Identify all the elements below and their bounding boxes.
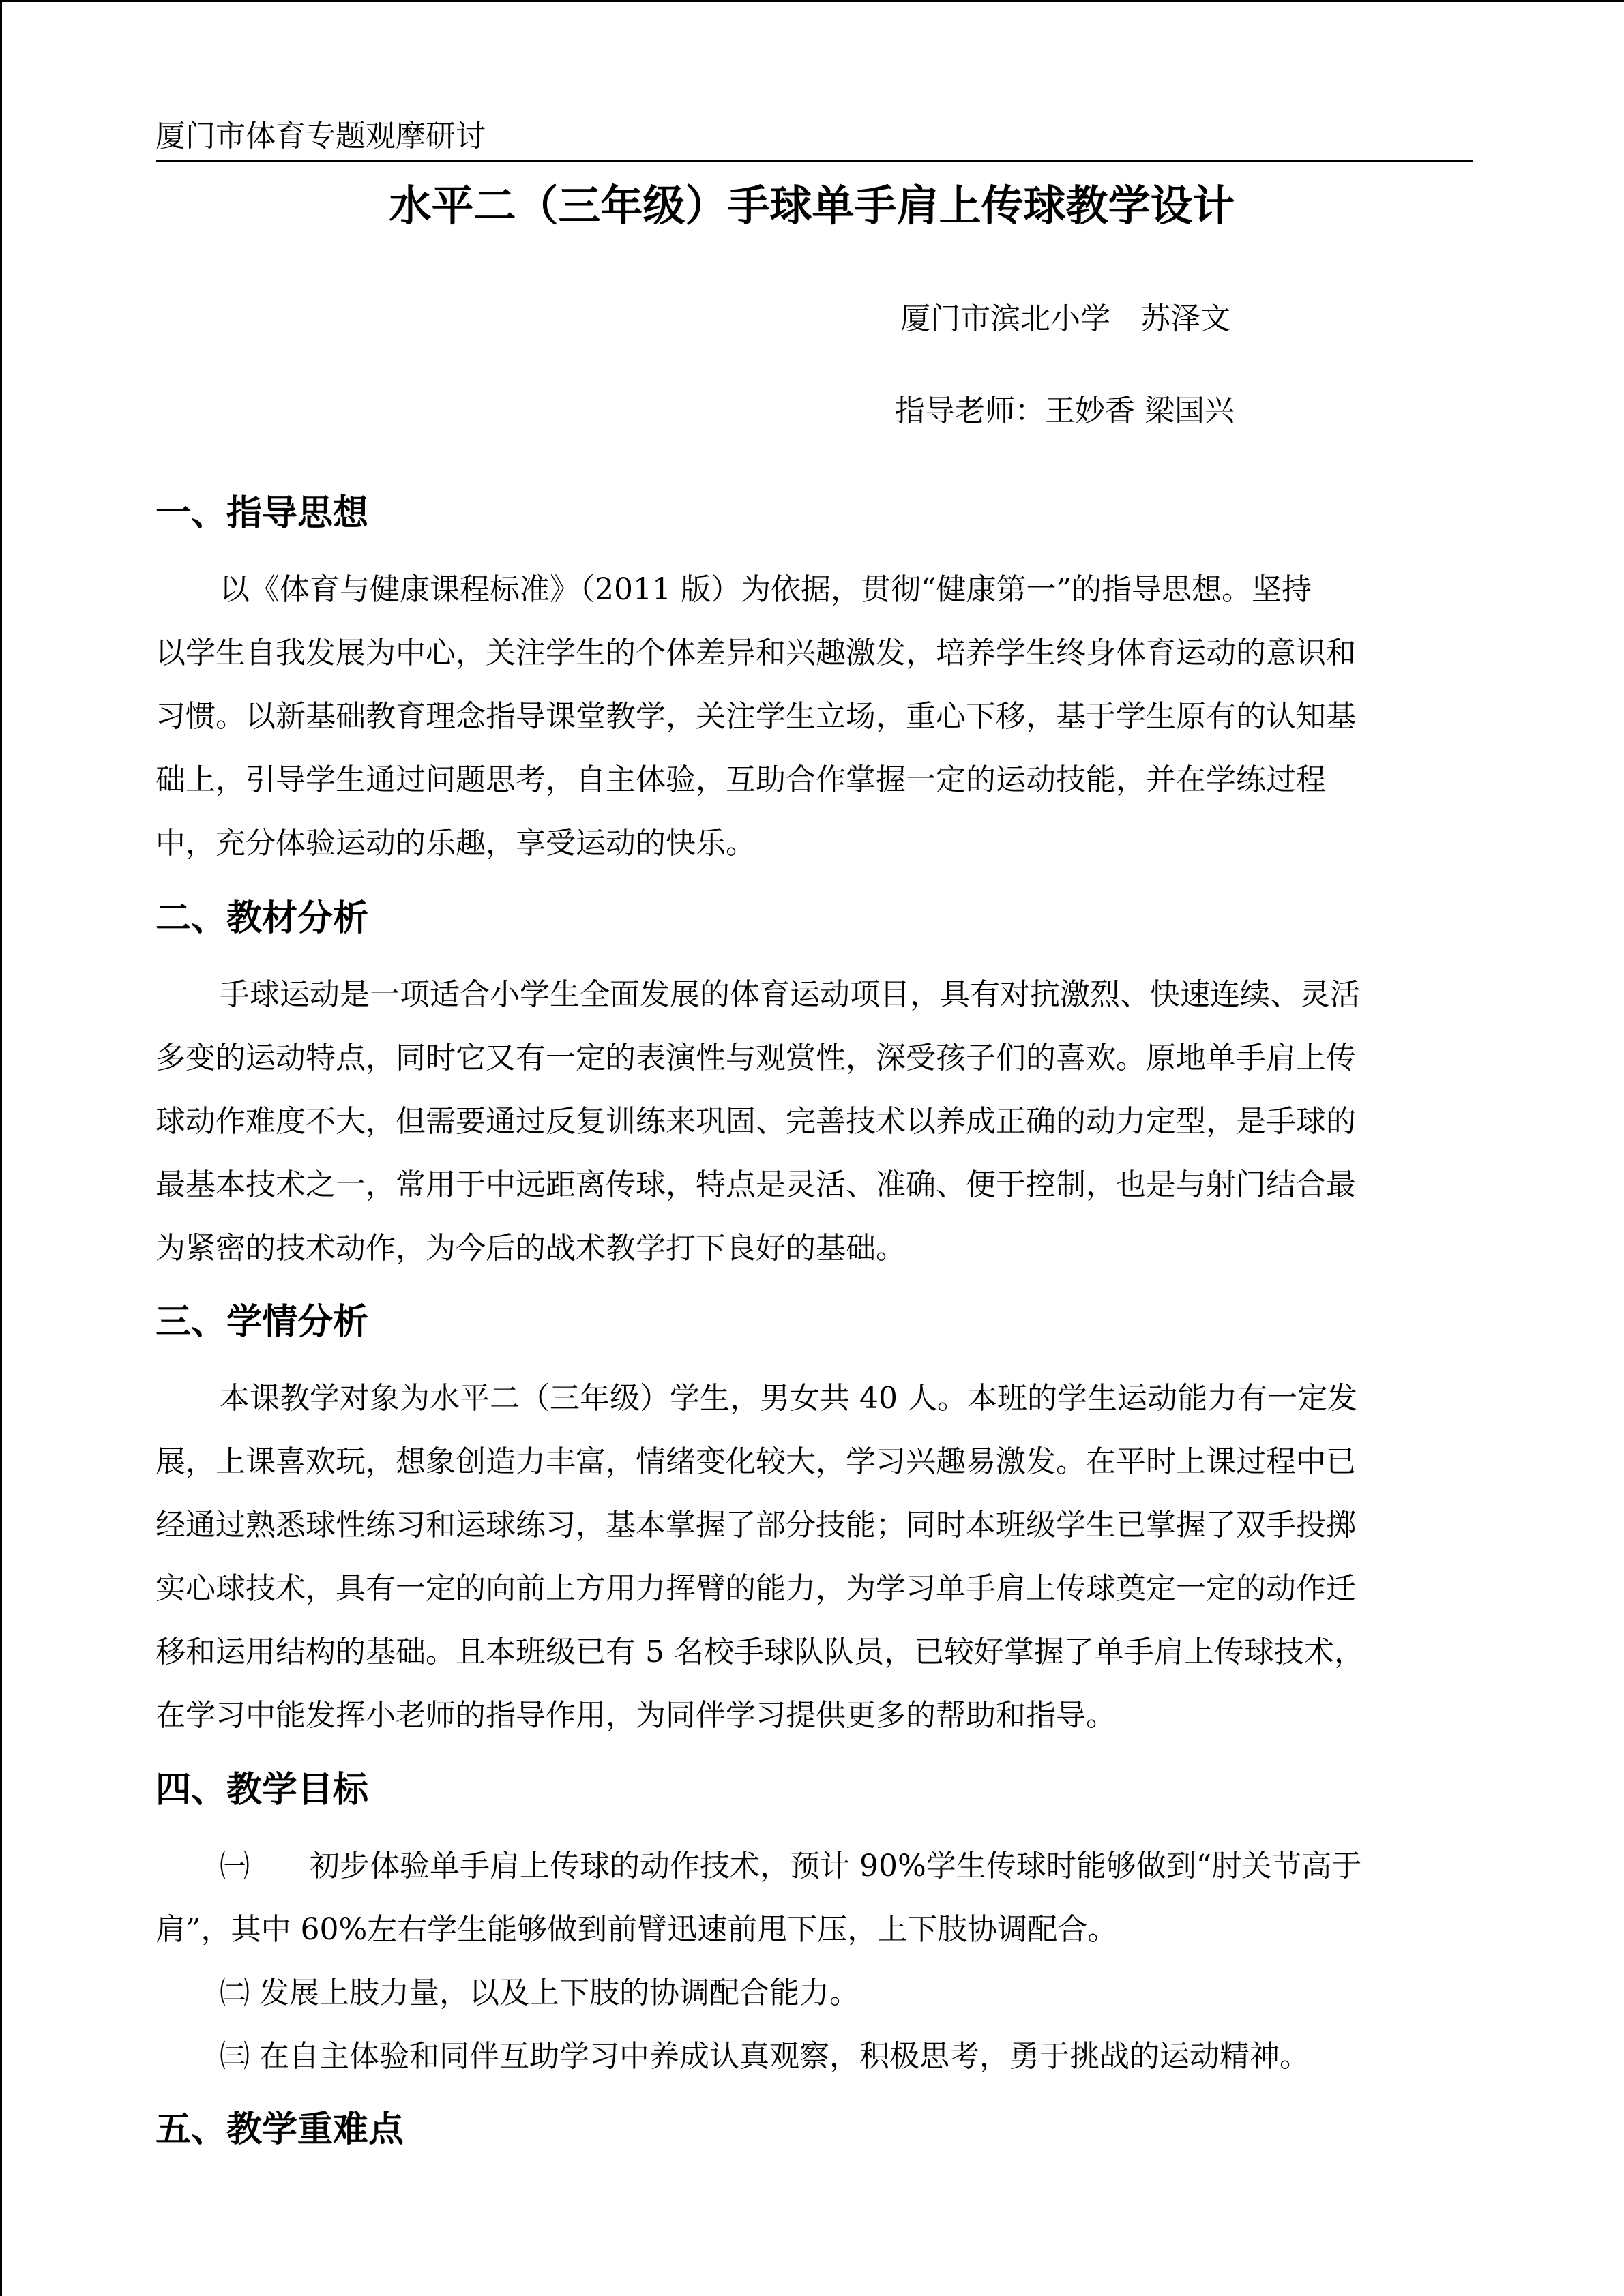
section-heading-key-difficulties: 五、教学重难点 (156, 2109, 404, 2150)
page-edge-top (0, 0, 1624, 2)
section-body-student-analysis (156, 1367, 1473, 1747)
section-body-guiding-ideology (156, 558, 1473, 875)
paragraph-line: 在学习中能发挥小老师的指导作用，为同伴学习提供更多的帮助和指导。 (156, 1698, 1116, 1733)
paragraph-line: 以学生自我发展为中心，关注学生的个体差异和兴趣激发，培养学生终身体育运动的意识和 (156, 636, 1356, 670)
page-edge-left (0, 0, 2, 2296)
goal-item-1 (220, 1834, 1361, 1898)
section-heading-guiding-ideology: 一、指导思想 (156, 493, 369, 534)
section-body-material-analysis (156, 963, 1473, 1280)
paragraph-line: 球动作难度不大，但需要通过反复训练来巩固、完善技术以养成正确的动力定型，是手球的 (156, 1104, 1356, 1139)
paragraph-line: 实心球技术，具有一定的向前上方用力挥臂的能力，为学习单手肩上传球奠定一定的动作迁 (156, 1571, 1356, 1606)
goal-text: 发展上肢力量，以及上下肢的协调配合能力。 (250, 1976, 859, 2010)
goal-item-1-continuation: 肩”，其中 60%左右学生能够做到前臂迅速前甩下压，上下肢协调配合。 (156, 1912, 1118, 1947)
header-rule (156, 160, 1473, 162)
paragraph-line: 经通过熟悉球性练习和运球练习，基本掌握了部分技能；同时本班级学生已掌握了双手投掷 (156, 1508, 1356, 1542)
goal-number: ㈡ (220, 1976, 250, 2010)
paragraph-line: 手球运动是一项适合小学生全面发展的体育运动项目，具有对抗激烈、快速连续、灵活 (220, 977, 1360, 1012)
section-heading-student-analysis: 三、学情分析 (156, 1302, 369, 1343)
advisor-line: 指导老师：王妙香 梁国兴 (895, 393, 1235, 428)
paragraph-line: 中，充分体验运动的乐趣，享受运动的快乐。 (156, 826, 756, 861)
running-header: 厦门市体育专题观摩研讨 (156, 119, 486, 153)
paragraph-line: 为紧密的技术动作，为今后的战术教学打下良好的基础。 (156, 1231, 906, 1266)
paragraph-line: 最基本技术之一，常用于中远距离传球，特点是灵活、准确、便于控制，也是与射门结合最 (156, 1167, 1356, 1202)
paragraph-line: 础上，引导学生通过问题思考，自主体验，互助合作掌握一定的运动技能，并在学练过程 (156, 762, 1326, 797)
paragraph-line: 多变的运动特点，同时它又有一定的表演性与观赏性，深受孩子们的喜欢。原地单手肩上传 (156, 1041, 1356, 1075)
goal-number: ㈠ (220, 1849, 250, 1883)
paragraph-line: 移和运用结构的基础。且本班级已有 5 名校手球队队员，已较好掌握了单手肩上传球技术， (156, 1635, 1364, 1669)
paragraph-line: 以《体育与健康课程标准》（2011 版）为依据，贯彻“健康第一”的指导思想。坚持 (220, 572, 1312, 607)
author-line: 厦门市滨北小学 苏泽文 (900, 301, 1230, 336)
paragraph-line: 习惯。以新基础教育理念指导课堂教学，关注学生立场，重心下移，基于学生原有的认知基 (156, 699, 1356, 734)
goal-text: 初步体验单手肩上传球的动作技术，预计 90%学生传球时能够做到“肘关节高于 (250, 1849, 1362, 1883)
goal-item-3 (220, 2025, 1310, 2088)
section-heading-teaching-goals: 四、教学目标 (156, 1770, 369, 1810)
section-heading-material-analysis: 二、教材分析 (156, 898, 369, 939)
goal-item-2 (220, 1961, 859, 2025)
goal-number: ㈢ (220, 2039, 250, 2074)
document-title: 水平二（三年级）手球单手肩上传球教学设计 (389, 181, 1235, 230)
paragraph-line: 本课教学对象为水平二（三年级）学生，男女共 40 人。本班的学生运动能力有一定发 (220, 1381, 1357, 1416)
goal-text: 在自主体验和同伴互助学习中养成认真观察，积极思考，勇于挑战的运动精神。 (250, 2039, 1310, 2074)
paragraph-line: 展，上课喜欢玩，想象创造力丰富，情绪变化较大，学习兴趣易激发。在平时上课过程中已 (156, 1444, 1356, 1479)
